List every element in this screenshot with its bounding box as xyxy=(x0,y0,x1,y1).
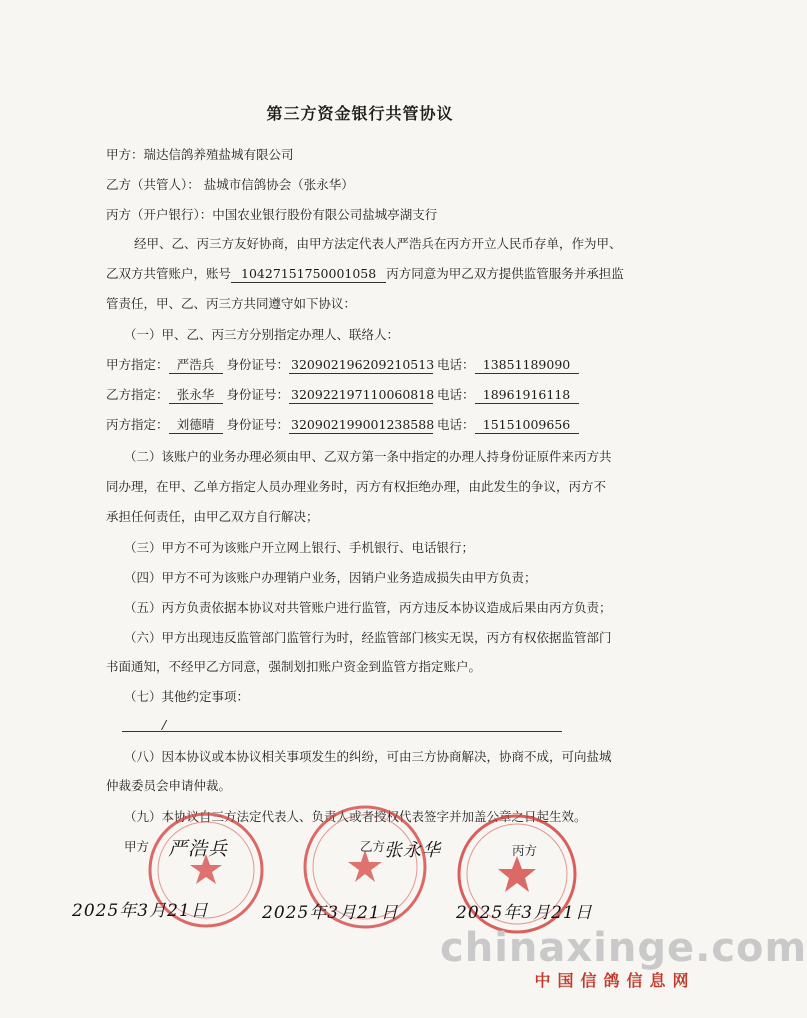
intro-line-2 xyxy=(106,266,624,283)
party-b-signature: 张永华 xyxy=(384,840,441,861)
contact-row-a xyxy=(106,357,579,374)
clause-2-line-1: （二）该账户的业务办理必须由甲、乙双方第一条中指定的办理人持身份证原件来丙方共 xyxy=(124,449,612,464)
intro-line-3: 管责任，甲、乙、丙三方共同遵守如下协议： xyxy=(106,296,357,311)
id-number: 320902196209210513 xyxy=(291,357,435,372)
contact-row-c xyxy=(106,417,579,434)
tel-label: 电话： xyxy=(437,357,475,372)
contact-name: 张永华 xyxy=(169,387,223,404)
intro-line-2-prefix: 乙双方共管账户，账号 xyxy=(106,266,232,281)
contact-name: 刘德晴 xyxy=(169,417,223,434)
id-number: 320922197110060818 xyxy=(291,387,435,402)
party-a-sign-label: 甲方 xyxy=(124,839,150,854)
tel-number: 15151009656 xyxy=(475,417,579,434)
account-number: 10427151750001058 xyxy=(231,266,386,283)
party-a-date: 2025年3月21日 xyxy=(72,901,209,921)
clause-8-line-1: （八）因本协议或本协议相关事项发生的纠纷，可由三方协商解决，协商不成，可向盐城 xyxy=(124,749,612,764)
contact-label: 甲方指定： xyxy=(106,357,169,372)
tel-number: 18961916118 xyxy=(475,387,579,404)
party-c-sign-label: 丙方 xyxy=(512,843,538,858)
site-name: 中国信鸽信息网 xyxy=(534,971,696,990)
tel-label: 电话： xyxy=(437,387,475,402)
clause-4: （四）甲方不可为该账户办理销户业务，因销户业务造成损失由甲方负责； xyxy=(124,570,537,585)
site-watermark: chinaxinge.com xyxy=(440,925,807,971)
id-label: 身份证号： xyxy=(226,387,290,402)
clause-5: （五）丙方负责依据本协议对共管账户进行监管，丙方违反本协议造成后果由丙方负责； xyxy=(124,600,612,615)
party-b-line: 乙方（共管人）： 盐城市信鸽协会（张永华） xyxy=(106,177,354,192)
party-c-line: 丙方（开户银行）：中国农业银行股份有限公司盐城亭湖支行 xyxy=(106,207,438,222)
clause-7-blank-line xyxy=(122,717,562,732)
contact-row-b xyxy=(106,387,579,404)
contact-label: 丙方指定： xyxy=(106,417,169,432)
clause-7: （七）其他约定事项： xyxy=(124,689,250,704)
party-a-signature: 严浩兵 xyxy=(168,838,229,860)
contact-name: 严浩兵 xyxy=(169,357,223,374)
intro-line-1: 经甲、乙、丙三方友好协商，由甲方法定代表人严浩兵在丙方开立人民币存单，作为甲、 xyxy=(134,236,622,251)
party-b-sign-label: 乙方 xyxy=(360,839,386,854)
intro-line-2-suffix: 丙方同意为甲乙双方提供监管服务并承担监 xyxy=(386,266,624,281)
document-title: 第三方资金银行共管协议 xyxy=(266,104,454,123)
clause-9: （九）本协议自三方法定代表人、负责人或者授权代表签字并加盖公章之日起生效。 xyxy=(124,809,587,824)
clause-8-line-2: 仲裁委员会申请仲裁。 xyxy=(106,778,232,793)
party-b-date: 2025年3月21日 xyxy=(262,903,399,923)
tel-label: 电话： xyxy=(437,417,475,432)
party-a-line: 甲方：瑞达信鸽养殖盐城有限公司 xyxy=(106,147,294,162)
clause-6-line-1: （六）甲方出现违反监管部门监管行为时，经监管部门核实无误，丙方有权依据监管部门 xyxy=(124,630,612,645)
clause-2-line-3: 承担任何责任，由甲乙双方自行解决； xyxy=(106,509,319,524)
clause-2-line-2: 同办理，在甲、乙单方指定人员办理业务时，丙方有权拒绝办理，由此发生的争议，丙方不 xyxy=(106,479,607,494)
clause-6-line-2: 书面通知，不经甲乙方同意，强制划扣账户资金到监管方指定账户。 xyxy=(106,659,482,674)
id-number: 320902199001238588 xyxy=(291,417,435,432)
clause-7-blank-mark: / xyxy=(162,717,167,732)
party-c-date: 2025年3月21日 xyxy=(456,903,593,923)
clause-3: （三）甲方不可为该账户开立网上银行、手机银行、电话银行； xyxy=(124,540,475,555)
clause-7-blank xyxy=(122,716,562,732)
clause-1: （一）甲、乙、丙三方分别指定办理人、联络人： xyxy=(124,327,400,342)
tel-number: 13851189090 xyxy=(475,357,579,374)
id-label: 身份证号： xyxy=(226,357,290,372)
contact-label: 乙方指定： xyxy=(106,387,169,402)
id-label: 身份证号： xyxy=(226,417,290,432)
